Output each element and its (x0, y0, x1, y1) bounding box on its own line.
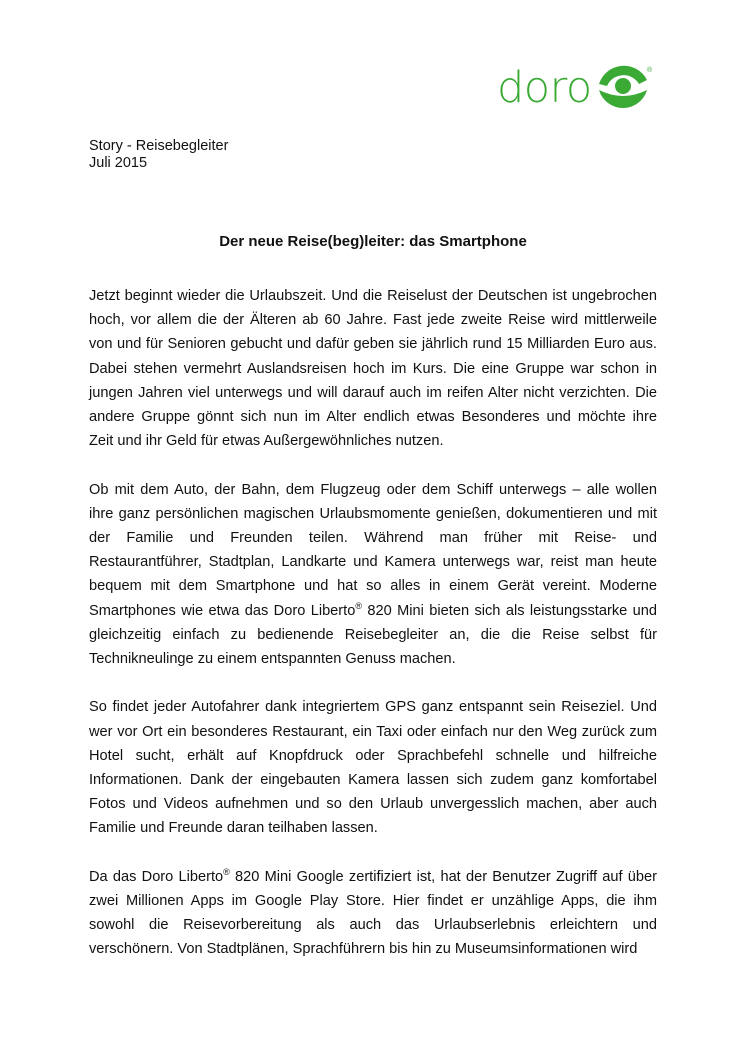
text-line: So findet jeder Autofahrer dank integriertem GPS ganz entspannt sein Reiseziel. Und (89, 699, 657, 716)
text-line: von und für Senioren gebucht und dafür geben sie jährlich rund 15 Milliarden Euro aus. (89, 336, 657, 353)
text-line: der Familie und Freunden teilen. Während man früher mit Reise- und (89, 530, 657, 547)
text-line: Dabei stehen vermehrt Auslandsreisen hoch im Kurs. Die eine Gruppe war schon in (89, 360, 657, 377)
paragraph (89, 695, 657, 840)
svg-text:®: ® (647, 67, 653, 74)
text-line: verschönern. Von Stadtplänen, Sprachführern bis hin zu Museumsinformationen wird (89, 941, 638, 958)
text-line: Technikneulinge zu einem entspannten Genuss machen. (89, 651, 456, 668)
text-line: jungen Jahren viel unterwegs und will darauf auch im reifen Alter nicht verzichten. Die (89, 384, 657, 401)
paragraph (89, 865, 657, 962)
doro-logo (497, 62, 657, 118)
text-line: zwei Millionen Apps im Google Play Store. Hier findet er unzählige Apps, die ihm (89, 893, 657, 910)
text-line: andere Gruppe gönnt sich nun im Alter endlich etwas Besonderes und möchte ihre (89, 409, 657, 426)
article-body (89, 284, 657, 986)
paragraph (89, 478, 657, 672)
text-line: gleichzeitig einfach zu bedienende Reisebegleiter an, die die Reise selbst für (89, 626, 657, 643)
page-title: Der neue Reise(beg)leiter: das Smartphone (219, 233, 527, 250)
text-line: ihre ganz persönlichen magischen Urlaubsmomente genießen, dokumentieren und mit (89, 505, 657, 522)
text-line: Da das Doro Liberto® 820 Mini Google zertifiziert ist, hat der Benutzer Zugriff auf über (89, 866, 658, 885)
paragraph (89, 284, 657, 453)
text-line: Jetzt beginnt wieder die Urlaubszeit. Und die Reiselust der Deutschen ist ungebrochen (89, 288, 657, 304)
text-line: bequem mit dem Smartphone und hat so alles in einem Gerät vereint. Moderne (89, 578, 657, 595)
text-line: Familie und Freunde daran teilhaben lassen. (89, 820, 378, 837)
story-label: Story - Reisebegleiter (89, 138, 229, 154)
logo-wordmark: doro (497, 63, 592, 113)
document-meta (89, 138, 228, 172)
text-line: Zeit und ihr Geld für etwas Außergewöhnliches nutzen. (89, 433, 444, 450)
text-line: sowohl die Reisevorbereitung als auch das Urlaubserlebnis erleichtern und (89, 917, 657, 934)
text-line: hoch, vor allem die der Älteren ab 60 Jahre. Fast jede zweite Reise wird mittlerweile (89, 312, 657, 329)
text-line: Ob mit dem Auto, der Bahn, dem Flugzeug oder dem Schiff unterwegs – alle wollen (89, 481, 657, 498)
doro-eye-icon (595, 62, 655, 118)
text-line: Fotos und Videos aufnehmen und so den Urlaub unvergesslich machen, aber auch (89, 796, 657, 813)
text-line: wer vor Ort ein besonderes Restaurant, ein Taxi oder einfach nur den Weg zurück zum (89, 723, 657, 740)
text-line: Restaurantführer, Stadtplan, Landkarte und Kamera unterwegs war, reist man heute (89, 554, 657, 571)
text-line: Informationen. Dank der eingebauten Kamera lassen sich zudem ganz komfortabel (89, 772, 657, 789)
text-line: Hotel sucht, erhält auf Knopfdruck oder Sprachbefehl schnelle und hilfreiche (89, 747, 657, 764)
text-line: Smartphones wie etwa das Doro Liberto® 820 Mini bieten sich als leistungsstarke und (89, 600, 657, 619)
date-label: Juli 2015 (89, 155, 148, 171)
